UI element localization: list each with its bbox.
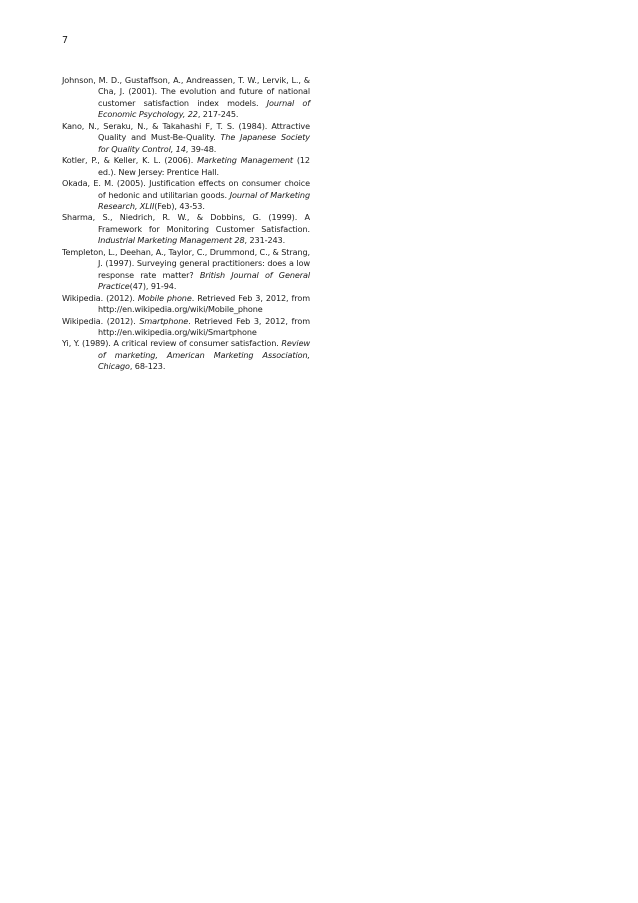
reference-details: , 68-123.: [129, 361, 166, 372]
reference-text: Sharma, S., Niedrich, R. W., & Dobbins, G. (1999). A Framework for Monitoring Customer Satisfaction.: [62, 212, 310, 234]
reference-text: Kotler, P., & Keller, K. L. (2006).: [62, 155, 198, 166]
reference-entry: [62, 75, 310, 121]
reference-details: (47), 91-94.: [129, 281, 177, 292]
reference-source: Mobile phone: [137, 292, 192, 303]
reference-text: Wikipedia. (2012).: [62, 315, 140, 326]
reference-text: Okada, E. M. (2005). Justification effects on consumer choice of hedonic and utilitarian goods.: [62, 178, 310, 200]
reference-text: Templeton, L., Deehan, A., Taylor, C., Drummond, C., & Strang, J. (1997). Surveying general practitioners: does a low response rate matter?: [62, 246, 310, 280]
reference-source: The Japanese Society for Quality Control, 14: [98, 132, 310, 154]
reference-details: . Retrieved Feb 3, 2012, from http://en.wikipedia.org/wiki/Smartphone: [98, 315, 310, 337]
reference-list: [62, 75, 310, 373]
reference-text: Kano, N., Seraku, N., & Takahashi F, T. S. (1984). Attractive Quality and Must-Be-Quality.: [62, 120, 310, 143]
reference-entry: [62, 247, 310, 293]
reference-text: Yi, Y. (1989). A critical review of consumer satisfaction.: [62, 338, 282, 349]
reference-details: , 231-243.: [244, 235, 286, 246]
reference-source: Smartphone: [139, 315, 189, 326]
reference-entry: [62, 212, 310, 246]
reference-source: Journal of Economic Psychology, 22: [98, 97, 310, 120]
reference-entry: [62, 316, 310, 339]
reference-source: British Journal of General Practice: [98, 269, 310, 292]
reference-text: Johnson, M. D., Gustaffson, A., Andreassen, T. W., Lervik, L., & Cha, J. (2001). The evolution and future of national customer satisfaction index models.: [62, 75, 310, 108]
reference-details: , 39-48.: [185, 143, 217, 154]
reference-details: , 217-245.: [197, 109, 239, 120]
reference-details: (Feb), 43-53.: [154, 200, 205, 211]
reference-text: Wikipedia. (2012).: [62, 292, 138, 303]
reference-details: . Retrieved Feb 3, 2012, from http://en.wikipedia.org/wiki/Mobile_phone: [98, 292, 310, 315]
reference-entry: [62, 178, 310, 212]
reference-source: Review of marketing, American Marketing Association, Chicago: [98, 338, 310, 372]
reference-entry: [62, 293, 310, 316]
reference-details: (12 ed.). New Jersey: Prentice Hall.: [98, 155, 310, 177]
reference-source: Industrial Marketing Management 28: [98, 235, 245, 246]
page-number: 7: [62, 35, 69, 46]
reference-entry: [62, 121, 310, 155]
reference-entry: [62, 338, 310, 372]
reference-source: Journal of Marketing Research, XLII: [98, 189, 310, 211]
reference-source: Marketing Management: [197, 155, 293, 166]
reference-entry: [62, 155, 310, 178]
